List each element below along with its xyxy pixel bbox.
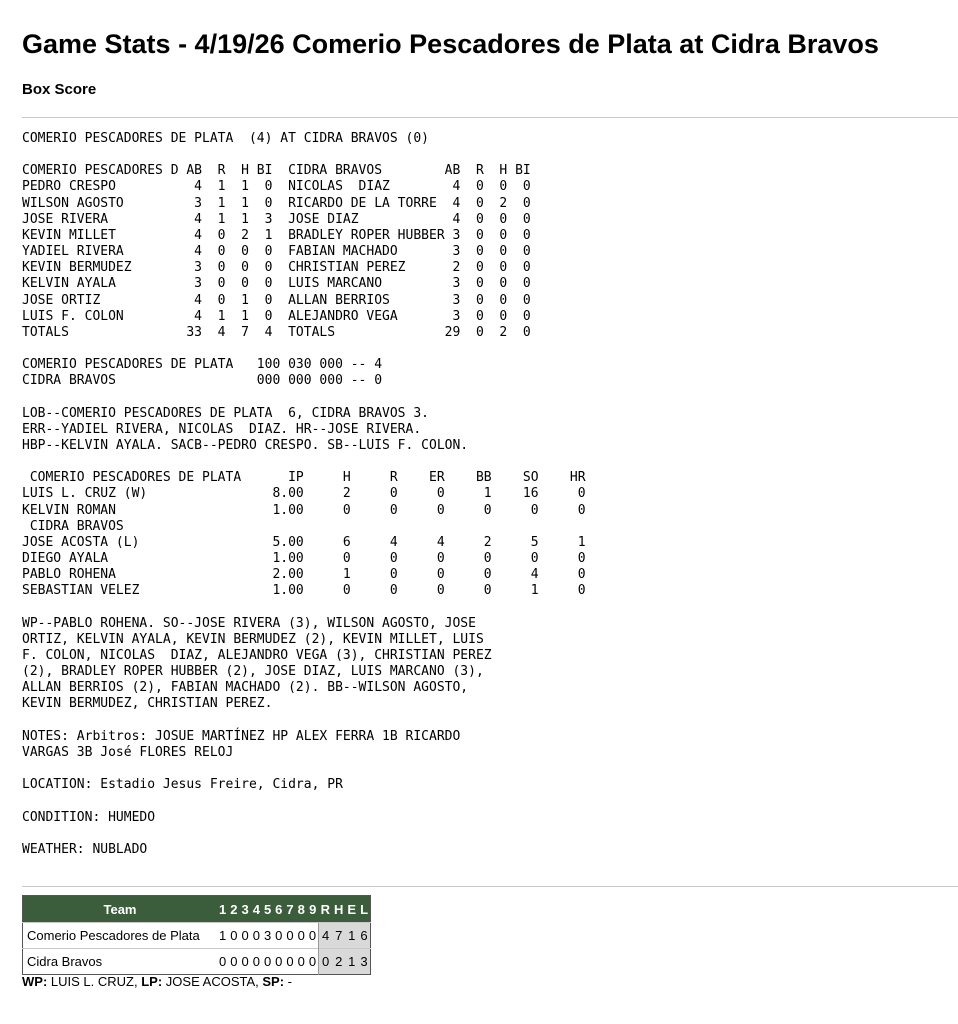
linescore-inning-score: 0	[307, 923, 319, 949]
winning-pitcher: LUIS L. CRUZ	[50, 974, 134, 989]
linescore-total-errors: 1	[345, 923, 358, 949]
linescore-inning-score: 0	[273, 949, 284, 975]
linescore-header-team: Team	[23, 896, 218, 923]
linescore-total-runs: 4	[319, 923, 332, 949]
linescore-inning-score: 0	[251, 923, 262, 949]
linescore-header-total: H	[332, 896, 345, 923]
top-divider	[22, 117, 958, 118]
linescore-header-inning: 7	[284, 896, 295, 923]
linescore-inning-score: 0	[284, 923, 295, 949]
linescore-header-total: R	[319, 896, 332, 923]
linescore-header-inning: 1	[217, 896, 228, 923]
linescore-total-lob: 3	[358, 949, 370, 975]
linescore-header-total: L	[358, 896, 370, 923]
bottom-divider	[22, 886, 958, 887]
linescore-header-inning: 9	[307, 896, 319, 923]
linescore-team-name: Comerio Pescadores de Plata	[23, 923, 218, 949]
linescore-header-inning: 3	[239, 896, 250, 923]
linescore-inning-score: 1	[217, 923, 228, 949]
linescore-header-inning: 4	[251, 896, 262, 923]
page-title: Game Stats - 4/19/26 Comerio Pescadores de Plata at Cidra Bravos	[22, 29, 879, 59]
wp-label: WP:	[22, 974, 48, 989]
pitching-decisions: WP: LUIS L. CRUZ, LP: JOSE ACOSTA, SP: -	[22, 974, 293, 989]
linescore-header-row	[23, 896, 371, 923]
losing-pitcher: JOSE ACOSTA	[165, 974, 256, 989]
linescore-header-total: E	[345, 896, 358, 923]
linescore-total-hits: 7	[332, 923, 345, 949]
linescore-inning-score: 0	[296, 949, 307, 975]
linescore-inning-score: 0	[262, 949, 273, 975]
linescore-total-lob: 6	[358, 923, 370, 949]
linescore-inning-score: 0	[239, 923, 250, 949]
linescore-inning-score: 0	[217, 949, 228, 975]
linescore-inning-score: 0	[284, 949, 295, 975]
linescore-table	[22, 895, 371, 975]
linescore-row	[23, 923, 371, 949]
linescore-inning-score: 0	[307, 949, 319, 975]
linescore-total-errors: 1	[345, 949, 358, 975]
linescore-inning-score: 0	[239, 949, 250, 975]
box-score-heading: Box Score	[22, 81, 97, 98]
linescore-inning-score: 0	[228, 949, 239, 975]
linescore-row	[23, 949, 371, 975]
linescore-inning-score: 0	[251, 949, 262, 975]
linescore-inning-score: 3	[262, 923, 273, 949]
box-score-text: COMERIO PESCADORES DE PLATA (4) AT CIDRA BRAVOS (0) COMERIO PESCADORES D AB R H BI CIDRA BRAVOS AB R H BI PEDRO CRESPO 4 1 1 0 NICOLAS DIAZ 4 0 0 0 WILSON AGOSTO 3 1 1 0 RICARDO DE LA TORRE 4 0 2 0 JOSE RIVERA 4 1 1 3 JOSE DIAZ 4 0 0 0 KEVIN MILLET 4 0 2 1 BRADLEY ROPER HUBBER 3 0 0 0 YADIEL RIVERA 4 0 0 0 FABIAN MACHADO 3 0 0 0 KEVIN BERMUDEZ 3 0 0 0 CHRISTIAN PEREZ 2 0 0 0 KELVIN AYALA 3 0 0 0 LUIS MARCANO 3 0 0 0 JOSE ORTIZ 4 0 1 0 ALLAN BERRIOS 3 0 0 0 LUIS F. COLON 4 1 1 0 ALEJANDRO VEGA 3 0 0 0 TOTALS 33 4 7 4 TOTALS 29 0 2 0 COMERIO PESCADORES DE PLATA 100 030 000 -- 4 CIDRA BRAVOS 000 000 000 -- 0 LOB--COMERIO PESCADORES DE PLATA 6, CIDRA BRAVOS 3. ERR--YADIEL RIVERA, NICOLAS DIAZ. HR--JOSE RIVERA. HBP--KELVIN AYALA. SACB--PEDRO CRESPO. SB--LUIS F. COLON. COMERIO PESCADORES DE PLATA IP H R ER BB SO HR LUIS L. CRUZ (W) 8.00 2 0 0 1 16 0 KELVIN ROMAN 1.00 0 0 0 0 0 0 CIDRA BRAVOS JOSE ACOSTA (L) 5.00 6 4 4 2 5 1 DIEGO AYALA 1.00 0 0 0 0 0 0 PABLO ROHENA 2.00 1 0 0 0 4 0 SEBASTIAN VELEZ 1.00 0 0 0 0 1 0 WP--PABLO ROHENA. SO--JOSE RIVERA (3), WILSON AGOSTO, JOSE ORTIZ, KELVIN AYALA, KEVIN BERMUDEZ (2), KEVIN MILLET, LUIS F. COLON, NICOLAS DIAZ, ALEJANDRO VEGA (3), CHRISTIAN PEREZ (2), BRADLEY ROPER HUBBER (2), JOSE DIAZ, LUIS MARCANO (3), ALLAN BERRIOS (2), FABIAN MACHADO (2). BB--WILSON AGOSTO, KEVIN BERMUDEZ, CHRISTIAN PEREZ. NOTES: Arbitros: JOSUE MARTÍNEZ HP ALEX FERRA 1B RICARDO VARGAS 3B José FLORES RELOJ LOCATION: Estadio Jesus Freire, Cidra, PR CONDITION: HUMEDO WEATHER: NUBLADO	[22, 131, 586, 857]
linescore-inning-score: 0	[273, 923, 284, 949]
linescore-inning-score: 0	[228, 923, 239, 949]
linescore-total-runs: 0	[319, 949, 332, 975]
linescore-total-hits: 2	[332, 949, 345, 975]
lp-label: LP:	[141, 974, 163, 989]
save-pitcher: -	[287, 974, 293, 989]
linescore-header-inning: 6	[273, 896, 284, 923]
linescore-header-inning: 8	[296, 896, 307, 923]
linescore-header-inning: 5	[262, 896, 273, 923]
linescore-header-inning: 2	[228, 896, 239, 923]
sp-label: SP:	[262, 974, 285, 989]
linescore-inning-score: 0	[296, 923, 307, 949]
linescore-team-name: Cidra Bravos	[23, 949, 218, 975]
